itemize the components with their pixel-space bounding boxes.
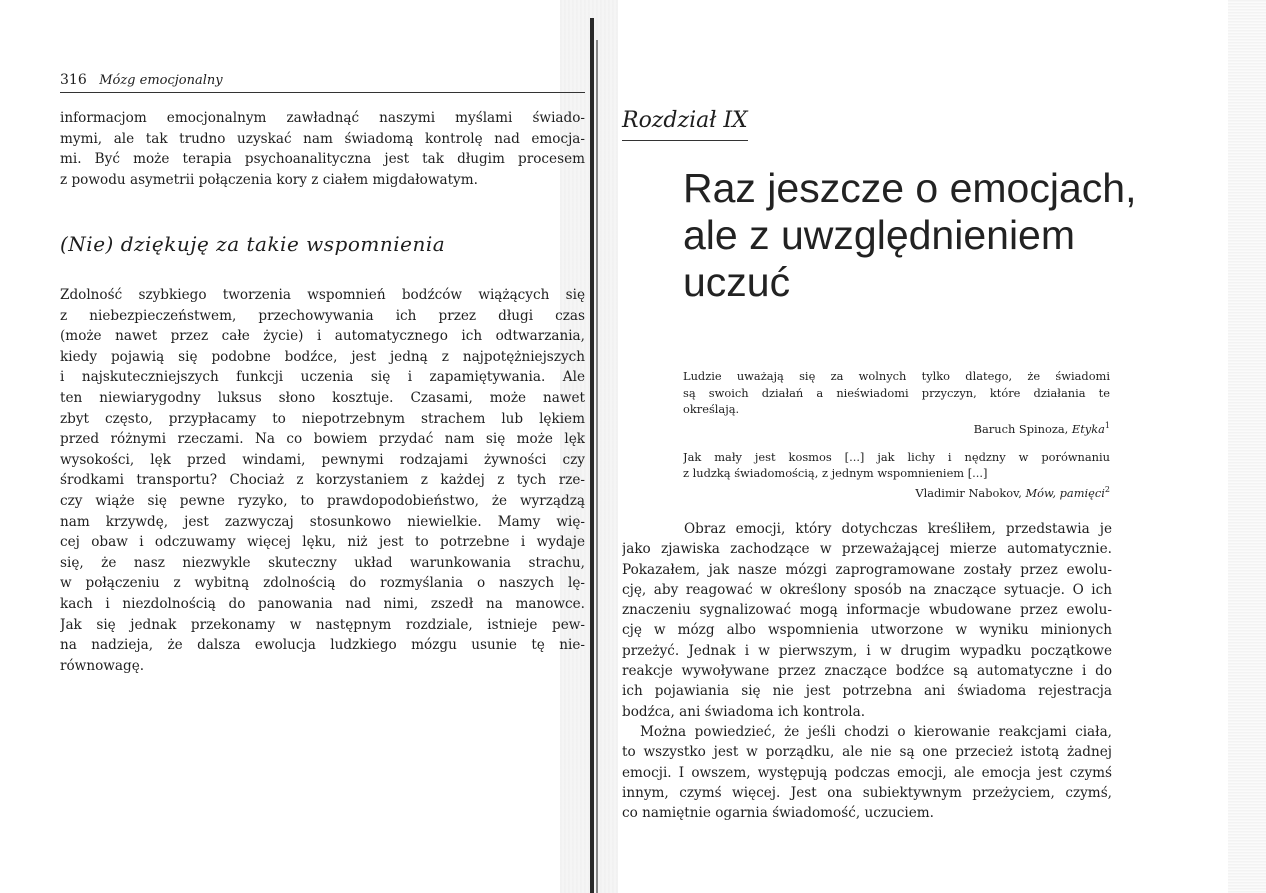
- chapter-title-line: ale z uwzględnieniem: [683, 212, 1076, 258]
- book-gutter-edge: [596, 40, 598, 893]
- text-line: nam krzywdę, jest zazwyczaj stosunkowo niewielkie. Mamy wię-: [60, 513, 585, 530]
- text-line: co namiętnie ogarnia świadomość, uczuciem.: [622, 805, 934, 822]
- text-line: Jak się jednak przekonamy w następnym rozdziale, istnieje pew-: [60, 616, 585, 633]
- text-line: kiedy pojawią się podobne bodźce, jest jedną z najpotężniejszych: [60, 348, 585, 365]
- text-line: innym, czymś więcej. Jest ona subiektywnym przeżyciem, czymś,: [622, 784, 1112, 801]
- chapter-title-line: Raz jeszcze o emocjach,: [683, 165, 1137, 211]
- text-line: przeżyć. Jednak i w pierwszym, i w drugim wypadku początkowe: [622, 642, 1112, 659]
- right-paragraph-2: [622, 722, 1112, 823]
- text-line: cej obaw i odczuwamy więcej lęku, niż jest to potrzebne i wydaje: [60, 534, 585, 551]
- text-line: z ludzką świadomością, z jednym wspomnieniem [...]: [683, 466, 988, 481]
- quote-author: Baruch Spinoza,: [973, 421, 1072, 436]
- text-line: mi. Być może terapia psychoanalityczna jest tak długim procesem: [60, 151, 585, 168]
- chapter-title-line: uczuć: [683, 259, 791, 305]
- running-header: [60, 72, 223, 88]
- text-line: Obraz emocji, który dotychczas kreśliłem, przedstawia je: [684, 521, 1112, 537]
- text-line: Ludzie uważają się za wolnych tylko dlatego, że świadomi: [683, 369, 1110, 383]
- footnote-mark: 2: [1104, 484, 1110, 494]
- page-number: 316: [60, 72, 87, 88]
- text-line: to wszystko jest w porządku, ale nie są one przecież istotą żadnej: [622, 744, 1112, 761]
- text-line: Pokazałem, jak nasze mózgi zaprogramowane zostały przez ewolu-: [622, 561, 1112, 578]
- text-line: Zdolność szybkiego tworzenia wspomnień bodźców wiążących się: [60, 287, 585, 303]
- running-title: Mózg emocjonalny: [99, 73, 223, 88]
- left-paragraph-2: [60, 285, 585, 676]
- text-line: określają.: [683, 402, 740, 416]
- text-line: czy wiąże się pewne ryzyko, to prawdopodobieństwo, że wyrządzą: [60, 492, 585, 509]
- quote-work: Etyka: [1071, 421, 1105, 436]
- text-line: kach i niezdolnością do panowania nad nimi, zszedł na manowce.: [60, 595, 585, 612]
- text-line: bodźca, ani świadoma ich kontrola.: [622, 703, 866, 720]
- text-line: na nadzieja, że dalsza ewolucja ludzkiego mózgu usunie tę nie-: [60, 637, 585, 654]
- chapter-rule: [622, 140, 748, 141]
- text-line: z powodu asymetrii połączenia kory z ciałem migdałowatym.: [60, 171, 478, 188]
- text-line: ten niewiarygodny luksus słono kosztuje. Czasami, może nawet: [60, 389, 585, 406]
- text-line: zbyt często, przypłacamy to niepotrzebnym strachem lub lękiem: [60, 410, 585, 427]
- left-paragraph-1: [60, 108, 585, 190]
- page-edge-shadow: [1228, 0, 1266, 893]
- right-paragraph-1: [622, 519, 1112, 722]
- text-line: Można powiedzieć, że jeśli chodzi o kierowanie reakcjami ciała,: [640, 723, 1112, 740]
- text-line: cję w mózg albo wspomnienia utworzone w wyniku minionych: [622, 622, 1112, 639]
- epigraph-2: [683, 449, 1110, 482]
- text-line: są swoich działań a nieświadomi przyczyn, które działania te: [683, 385, 1110, 400]
- right-body-text: [622, 519, 1112, 823]
- text-line: reakcje wywoływane przez znaczące bodźce są automatyczne i do: [622, 663, 1112, 680]
- text-line: informacjom emocjonalnym zawładnąć naszymi myślami świado-: [60, 110, 585, 126]
- text-line: cję, aby reagować w określony sposób na znaczące sytuacje. O ich: [622, 581, 1112, 598]
- chapter-title: [683, 165, 1136, 306]
- text-line: znaczeniu sygnalizować mogą informacje wbudowane przez ewolu-: [622, 602, 1112, 619]
- text-line: środkami transportu? Chociaż z korzystaniem z każdej z tych rze-: [60, 472, 585, 489]
- text-line: Jak mały jest kosmos [...] jak lichy i nędzny w porównaniu: [683, 449, 1110, 464]
- footnote-mark: 1: [1104, 420, 1110, 430]
- book-gutter: [590, 18, 594, 893]
- quote-author: Vladimir Nabokov,: [915, 485, 1026, 500]
- text-line: wysokości, lęk przed windami, pewnymi rodzajami żywności czy: [60, 451, 585, 468]
- text-line: (może nawet przez całe życie) i automatycznego ich odtwarzania,: [60, 328, 585, 345]
- text-line: mymi, ale tak trudno uzyskać nam świadomą kontrolę nad emocja-: [60, 130, 585, 147]
- epigraph-1: [683, 368, 1110, 418]
- text-line: emocji. I owszem, występują podczas emocji, ale emocja jest czymś: [622, 764, 1112, 781]
- text-line: ich pojawiania się nie jest potrzebna ani świadoma rejestracja: [622, 683, 1112, 700]
- text-line: z niebezpieczeństwem, przechowywania ich przez długi czas: [60, 307, 585, 324]
- epigraph-1-attribution: [683, 418, 1110, 437]
- chapter-label: Rozdział IX: [622, 108, 748, 133]
- text-line: i najskuteczniejszych funkcji uczenia się i zapamiętywania. Ale: [60, 369, 585, 386]
- epigraphs: [683, 368, 1110, 501]
- epigraph-2-attribution: [683, 482, 1110, 501]
- header-rule: [60, 92, 585, 93]
- text-line: w połączeniu z wybitną zdolnością do rozmyślania o naszych lę-: [60, 575, 585, 592]
- text-line: przed różnymi rzeczami. Na co bowiem przydać nam się może lęk: [60, 431, 585, 448]
- text-line: jako zjawiska zachodzące w przeważającej mierze automatycznie.: [622, 541, 1112, 558]
- text-line: równowagę.: [60, 657, 145, 674]
- section-heading: (Nie) dziękuję za takie wspomnienia: [60, 232, 446, 256]
- quote-work: Mów, pamięci: [1025, 485, 1105, 500]
- text-line: się, że nasz niezwykle skuteczny układ warunkowania strachu,: [60, 554, 585, 571]
